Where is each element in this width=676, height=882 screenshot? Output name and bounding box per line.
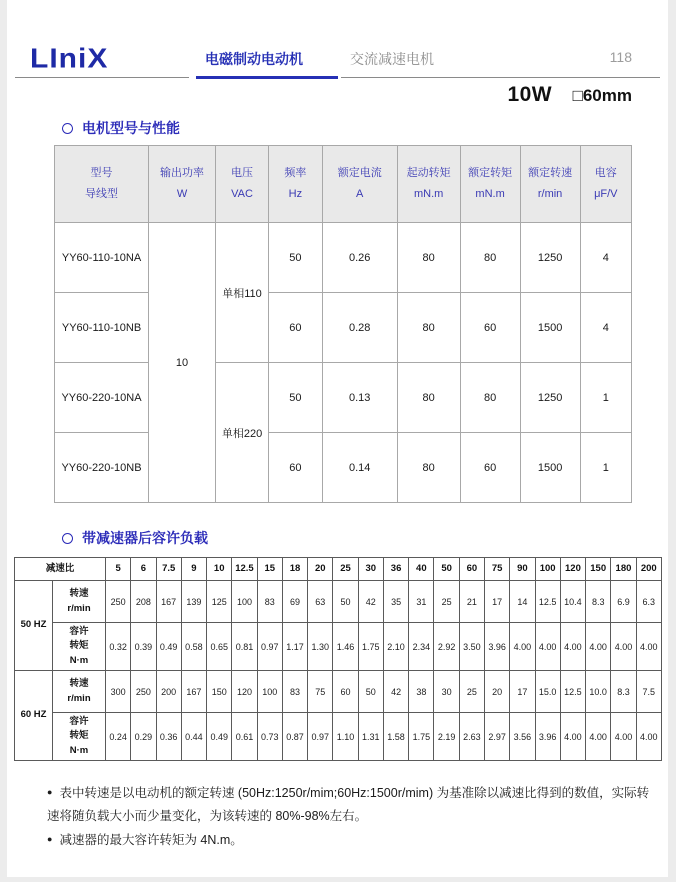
torque-value-cell: 2.10 (383, 623, 408, 671)
speed-value-cell: 38 (409, 671, 434, 713)
torque-value-cell: 1.58 (383, 713, 408, 761)
torque-value-cell: 1.30 (308, 623, 333, 671)
brand-logo: LIniX (30, 43, 109, 74)
speed-value-cell: 100 (232, 581, 257, 623)
speed-value-cell: 12.5 (560, 671, 585, 713)
circle-bullet-icon (62, 123, 73, 134)
torque-value-cell: 0.36 (156, 713, 181, 761)
speed-value-cell: 6.3 (636, 581, 661, 623)
frequency-cell: 60 (269, 293, 323, 363)
torque-value-cell: 4.00 (535, 623, 560, 671)
model-cell: YY60-220-10NB (55, 433, 149, 503)
section-title-gear-load (62, 528, 208, 548)
rated-torque-cell: 60 (460, 433, 520, 503)
speed-value-cell: 150 (207, 671, 232, 713)
model-cell: YY60-220-10NA (55, 363, 149, 433)
table-row (55, 363, 632, 433)
torque-value-cell: 0.32 (106, 623, 131, 671)
active-tab-underline (196, 76, 338, 79)
torque-value-cell: 1.31 (358, 713, 383, 761)
speed-value-cell: 17 (485, 581, 510, 623)
ratio-value-cell: 40 (409, 558, 434, 581)
column-header: 额定电流 A (322, 146, 397, 223)
table-row (15, 623, 662, 671)
capacitor-cell: 1 (580, 363, 631, 433)
speed-value-cell: 6.9 (611, 581, 636, 623)
speed-value-cell: 35 (383, 581, 408, 623)
torque-value-cell: 3.96 (535, 713, 560, 761)
speed-value-cell: 42 (383, 671, 408, 713)
speed-value-cell: 63 (308, 581, 333, 623)
speed-label-cell: 转速 r/min (53, 671, 106, 713)
speed-value-cell: 50 (358, 671, 383, 713)
gear-load-table-body (15, 558, 662, 761)
motor-spec-table-head (55, 146, 632, 223)
note-text: 减速器的最大容许转矩为 4N.m。 (59, 833, 243, 848)
spec-power: 10W (507, 83, 553, 106)
datasheet-page (7, 0, 668, 877)
ratio-value-cell: 36 (383, 558, 408, 581)
gear-load-table (14, 557, 662, 761)
speed-value-cell: 83 (282, 671, 307, 713)
speed-value-cell: 14 (510, 581, 535, 623)
torque-value-cell: 0.39 (131, 623, 156, 671)
torque-value-cell: 2.34 (409, 623, 434, 671)
speed-value-cell: 167 (181, 671, 206, 713)
torque-value-cell: 1.75 (409, 713, 434, 761)
ratio-value-cell: 18 (282, 558, 307, 581)
capacitor-cell: 4 (580, 223, 631, 293)
torque-value-cell: 0.49 (156, 623, 181, 671)
rated-current-cell: 0.26 (322, 223, 397, 293)
torque-value-cell: 2.63 (459, 713, 484, 761)
rated-torque-cell: 60 (460, 293, 520, 363)
torque-value-cell: 0.29 (131, 713, 156, 761)
frequency-group-cell: 60 HZ (15, 671, 53, 761)
ratio-value-cell: 90 (510, 558, 535, 581)
speed-value-cell: 21 (459, 581, 484, 623)
section-title-text: 带减速器后容许负载 (82, 530, 208, 546)
speed-value-cell: 75 (308, 671, 333, 713)
note-item (47, 782, 653, 828)
speed-value-cell: 17 (510, 671, 535, 713)
circle-bullet-icon (62, 533, 73, 544)
speed-value-cell: 10.0 (586, 671, 611, 713)
ratio-value-cell: 60 (459, 558, 484, 581)
column-header: 频率 Hz (269, 146, 323, 223)
torque-value-cell: 4.00 (560, 713, 585, 761)
capacitor-cell: 4 (580, 293, 631, 363)
ratio-value-cell: 7.5 (156, 558, 181, 581)
speed-value-cell: 250 (131, 671, 156, 713)
column-header: 型号 导线型 (55, 146, 149, 223)
ratio-value-cell: 50 (434, 558, 459, 581)
speed-value-cell: 83 (257, 581, 282, 623)
spec-size: □60mm (572, 86, 632, 105)
frequency-cell: 50 (269, 363, 323, 433)
table-row (15, 671, 662, 713)
torque-value-cell: 0.97 (308, 713, 333, 761)
model-cell: YY60-110-10NA (55, 223, 149, 293)
table-row (55, 433, 632, 503)
speed-value-cell: 300 (106, 671, 131, 713)
torque-label-cell: 容许 转矩 N·m (53, 713, 106, 761)
rated-current-cell: 0.14 (322, 433, 397, 503)
speed-value-cell: 20 (485, 671, 510, 713)
torque-value-cell: 1.75 (358, 623, 383, 671)
speed-value-cell: 120 (232, 671, 257, 713)
ratio-value-cell: 150 (586, 558, 611, 581)
speed-value-cell: 30 (434, 671, 459, 713)
ratio-value-cell: 20 (308, 558, 333, 581)
frequency-group-cell: 50 HZ (15, 581, 53, 671)
speed-value-cell: 7.5 (636, 671, 661, 713)
column-header: 额定转速 r/min (520, 146, 580, 223)
torque-value-cell: 0.49 (207, 713, 232, 761)
rated-speed-cell: 1250 (520, 223, 580, 293)
note-item (47, 829, 653, 852)
torque-value-cell: 3.96 (485, 623, 510, 671)
start-torque-cell: 80 (397, 363, 460, 433)
section-title-text: 电机型号与性能 (82, 120, 180, 136)
start-torque-cell: 80 (397, 433, 460, 503)
torque-value-cell: 4.00 (636, 623, 661, 671)
speed-value-cell: 31 (409, 581, 434, 623)
speed-label-cell: 转速 r/min (53, 581, 106, 623)
torque-value-cell: 4.00 (586, 623, 611, 671)
torque-value-cell: 0.97 (257, 623, 282, 671)
header-divider-right (341, 77, 660, 78)
torque-value-cell: 0.44 (181, 713, 206, 761)
tab-brake-motor[interactable]: 电磁制动电动机 (205, 51, 303, 67)
column-header: 输出功率 W (149, 146, 216, 223)
torque-value-cell: 4.00 (510, 623, 535, 671)
speed-value-cell: 12.5 (535, 581, 560, 623)
torque-value-cell: 2.92 (434, 623, 459, 671)
table-row (15, 713, 662, 761)
speed-value-cell: 10.4 (560, 581, 585, 623)
start-torque-cell: 80 (397, 223, 460, 293)
speed-value-cell: 69 (282, 581, 307, 623)
ratio-value-cell: 25 (333, 558, 358, 581)
voltage-cell: 单相110 (215, 223, 268, 363)
torque-label-cell: 容许 转矩 N·m (53, 623, 106, 671)
speed-value-cell: 125 (207, 581, 232, 623)
speed-value-cell: 250 (106, 581, 131, 623)
rated-torque-cell: 80 (460, 363, 520, 433)
ratio-value-cell: 6 (131, 558, 156, 581)
frequency-cell: 60 (269, 433, 323, 503)
footnotes (47, 782, 653, 853)
ratio-value-cell: 9 (181, 558, 206, 581)
rated-torque-cell: 80 (460, 223, 520, 293)
torque-value-cell: 4.00 (560, 623, 585, 671)
torque-value-cell: 4.00 (611, 713, 636, 761)
torque-value-cell: 1.17 (282, 623, 307, 671)
torque-value-cell: 0.24 (106, 713, 131, 761)
torque-value-cell: 0.87 (282, 713, 307, 761)
speed-value-cell: 167 (156, 581, 181, 623)
torque-value-cell: 1.46 (333, 623, 358, 671)
torque-value-cell: 2.97 (485, 713, 510, 761)
output-power-cell: 10 (149, 223, 216, 503)
ratio-value-cell: 200 (636, 558, 661, 581)
ratio-value-cell: 180 (611, 558, 636, 581)
table-row (55, 223, 632, 293)
speed-value-cell: 208 (131, 581, 156, 623)
spec-line (507, 83, 632, 107)
torque-value-cell: 4.00 (636, 713, 661, 761)
torque-value-cell: 4.00 (611, 623, 636, 671)
speed-value-cell: 139 (181, 581, 206, 623)
model-cell: YY60-110-10NB (55, 293, 149, 363)
column-header: 电容 μF/V (580, 146, 631, 223)
speed-value-cell: 8.3 (586, 581, 611, 623)
speed-value-cell: 8.3 (611, 671, 636, 713)
bullet-icon: ● (47, 787, 53, 797)
section-title-motor-specs (62, 118, 180, 138)
speed-value-cell: 100 (257, 671, 282, 713)
speed-value-cell: 42 (358, 581, 383, 623)
speed-value-cell: 60 (333, 671, 358, 713)
ratio-value-cell: 15 (257, 558, 282, 581)
page-number: 118 (609, 49, 632, 65)
speed-value-cell: 15.0 (535, 671, 560, 713)
speed-value-cell: 50 (333, 581, 358, 623)
torque-value-cell: 3.50 (459, 623, 484, 671)
ratio-label-cell: 减速比 (15, 558, 106, 581)
ratio-value-cell: 100 (535, 558, 560, 581)
rated-speed-cell: 1500 (520, 433, 580, 503)
rated-current-cell: 0.13 (322, 363, 397, 433)
table-row (55, 293, 632, 363)
torque-value-cell: 1.10 (333, 713, 358, 761)
torque-value-cell: 0.58 (181, 623, 206, 671)
torque-value-cell: 4.00 (586, 713, 611, 761)
table-row (15, 558, 662, 581)
rated-speed-cell: 1500 (520, 293, 580, 363)
bullet-icon: ● (47, 834, 53, 845)
torque-value-cell: 0.61 (232, 713, 257, 761)
torque-value-cell: 3.56 (510, 713, 535, 761)
speed-value-cell: 25 (434, 581, 459, 623)
column-header: 额定转矩 mN.m (460, 146, 520, 223)
column-header: 电压 VAC (215, 146, 268, 223)
speed-value-cell: 25 (459, 671, 484, 713)
ratio-value-cell: 10 (207, 558, 232, 581)
motor-spec-table (54, 145, 632, 503)
ratio-value-cell: 75 (485, 558, 510, 581)
tab-ac-gear-motor[interactable]: 交流减速电机 (350, 51, 434, 67)
capacitor-cell: 1 (580, 433, 631, 503)
header-divider-left (15, 77, 189, 78)
torque-value-cell: 0.65 (207, 623, 232, 671)
table-row (15, 581, 662, 623)
torque-value-cell: 0.73 (257, 713, 282, 761)
ratio-value-cell: 120 (560, 558, 585, 581)
rated-current-cell: 0.28 (322, 293, 397, 363)
frequency-cell: 50 (269, 223, 323, 293)
voltage-cell: 单相220 (215, 363, 268, 503)
ratio-value-cell: 12.5 (232, 558, 257, 581)
start-torque-cell: 80 (397, 293, 460, 363)
ratio-value-cell: 30 (358, 558, 383, 581)
torque-value-cell: 0.81 (232, 623, 257, 671)
column-header: 起动转矩 mN.m (397, 146, 460, 223)
ratio-value-cell: 5 (106, 558, 131, 581)
note-text: 表中转速是以电动机的额定转速 (50Hz:1250r/mim;60Hz:1500r/mim) 为基准除以减速比得到的数值，实际转速将随负载大小而少量变化，为该转速的 80%-98%左右。 (47, 786, 650, 824)
torque-value-cell: 2.19 (434, 713, 459, 761)
speed-value-cell: 200 (156, 671, 181, 713)
rated-speed-cell: 1250 (520, 363, 580, 433)
motor-spec-table-body (55, 223, 632, 503)
